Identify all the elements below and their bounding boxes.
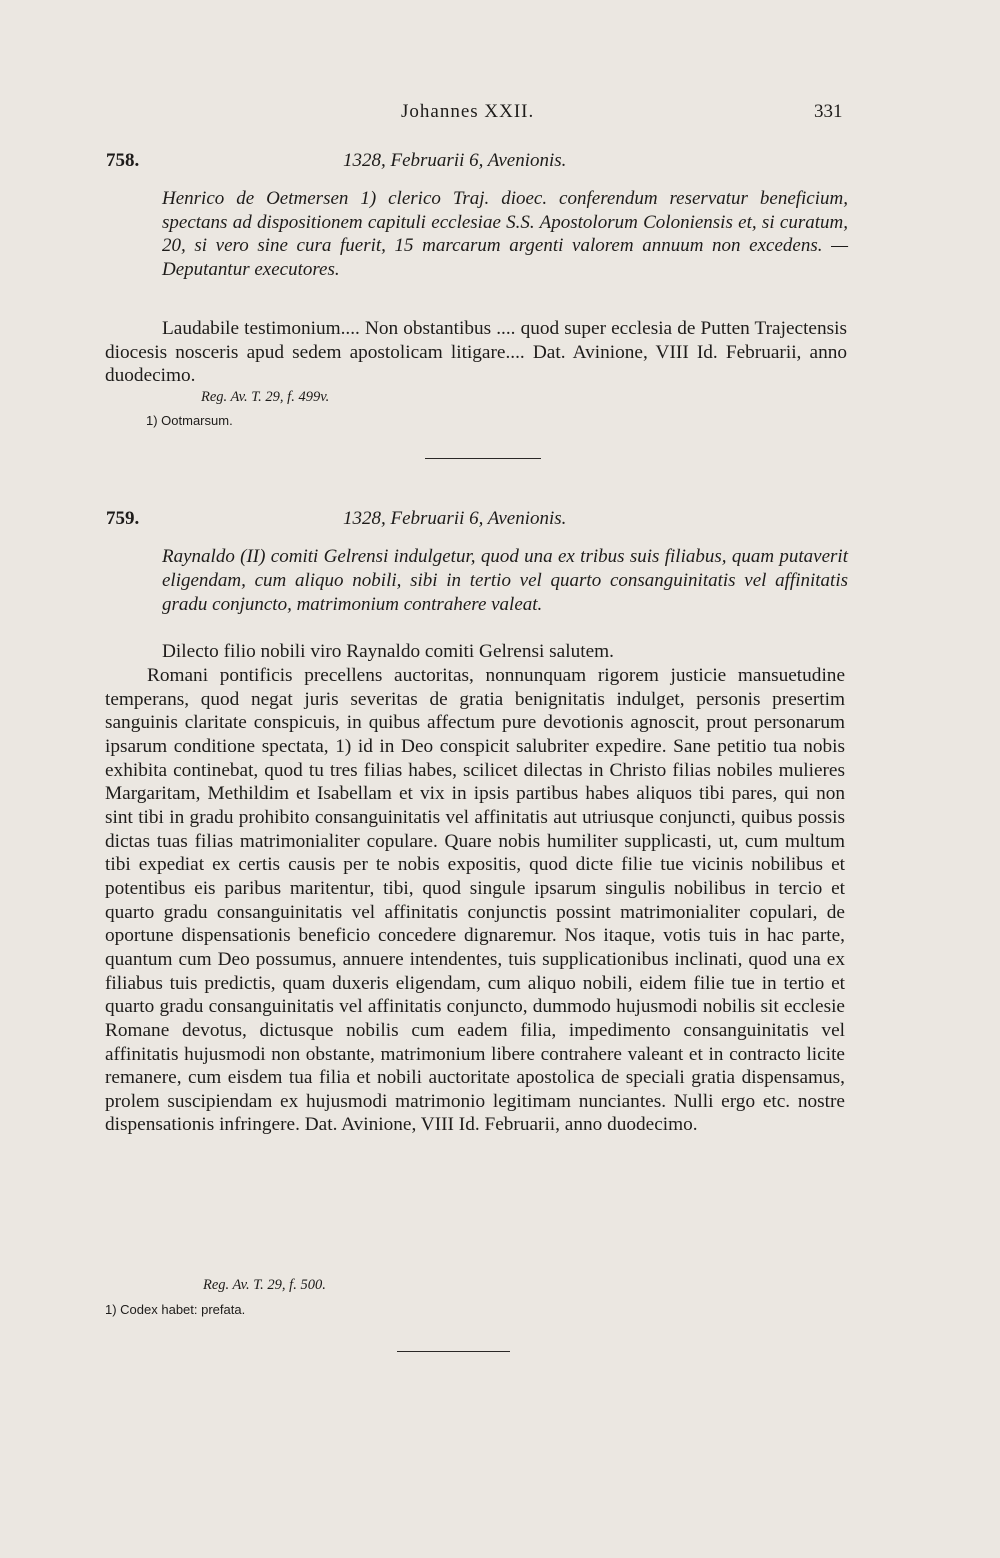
entry-number: 759. (106, 508, 140, 529)
running-head (0, 101, 1000, 129)
footnote: 1) Codex habet: prefata. (105, 1302, 246, 1317)
separator-rule (425, 458, 541, 459)
entry-text: Romani pontificis precellens auctoritas, nonnunquam rigorem justicie mansuetudine temperans, quod negat juris severitas de gratia benignitatis indulget, personis presertim sanguinis claritate conspicuis, in quibus affectum pure devotionis agnoscit, prout personarum ipsarum conditione spectata, 1) id in Deo conspicit salubriter expedire. Sane petitio tua nobis exhibita continebat, quod tu tres filias habes, scilicet dilectas in Christo filias nobiles mulieres Margaritam, Methildim et Isabellam et vix in ipsis partibus habes aliquos tibi pares, qui non sint tibi in gradu prohibito consanguinitatis vel affinitatis aut utriusque conjuncti, quibus possis dictas tuas filias matrimonialiter copulare. Quare nobis humiliter supplicasti, ut, cum multum tibi expediat ex certis causis per te nobis expositis, quod dicte filie tue vicinis nobilibus et potentibus eis paribus maritentur, tibi, quod singule ipsarum singulis nobilibus in tercio et quarto gradu consanguinitatis vel affinitatis conjunctis possint matrimonialiter copulari, de oportune dispensationis beneficio concedere dignaremur. Nos itaque, votis tuis in hac parte, quantum cum Deo possumus, annuere intendentes, tuis supplicationibus inclinati, quod una ex filiabus tuis predictis, quam duxeris eligendam, cum aliquo nobili, eidem filie tue in tertio et quarto gradu consanguinitatis vel affinitatis conjuncto, dummodo hujusmodi nobilis sit ecclesie Romane devotus, dictusque nobilis cum eadem filia, impedimento consanguinitatis vel affinitatis hujusmodi non obstante, matrimonium libere contrahere valeant et in contracto licite remanere, cum eisdem tua filia et nobili auctoritate apostolica de speciali gratia dispensamus, prolem suscipiendam ex hujusmodi matrimonio legitimam nunciantes. Nulli ergo etc. nostre dispensationis infringere. Dat. Avinione, VIII Id. Februarii, anno duodecimo. (105, 665, 845, 1136)
running-head-title: Johannes XXII. (401, 101, 535, 122)
entry-salutation: Dilecto filio nobili viro Raynaldo comiti Gelrensi salutem. (162, 641, 614, 662)
footnote: 1) Ootmarsum. (146, 413, 233, 428)
entry-text-block (105, 664, 845, 1137)
source-reference: Reg. Av. T. 29, f. 499v. (201, 389, 330, 405)
entry-date: 1328, Februarii 6, Avenionis. (343, 150, 567, 171)
page-number: 331 (814, 101, 843, 122)
separator-rule (397, 1351, 510, 1352)
source-reference: Reg. Av. T. 29, f. 500. (203, 1277, 326, 1293)
entry-text: Laudabile testimonium.... Non obstantibus .... quod super ecclesia de Putten Trajectensis diocesis nosceris apud sedem apostolicam litigare.... Dat. Avinione, VIII Id. Februarii, anno duodecimo. (105, 318, 847, 387)
entry-summary: Raynaldo (II) comiti Gelrensi indulgetur, quod una ex tribus suis filiabus, quam putaverit eligendam, cum aliquo nobili, sibi in tertio vel quarto consanguinitatis vel affinitatis gradu conjuncto, matrimonium contrahere valeat. (162, 546, 848, 615)
entry-date: 1328, Februarii 6, Avenionis. (343, 508, 567, 529)
entry-number: 758. (106, 150, 140, 171)
entry-summary: Henrico de Oetmersen 1) clerico Traj. dioec. conferendum reservatur beneficium, spectans ad dispositionem capituli ecclesiae S.S. Apostolorum Coloniensis et, si curatum, 20, si vero sine cura fuerit, 15 marcarum argenti valorem annuum non excedens. — Deputantur executores. (162, 188, 848, 281)
